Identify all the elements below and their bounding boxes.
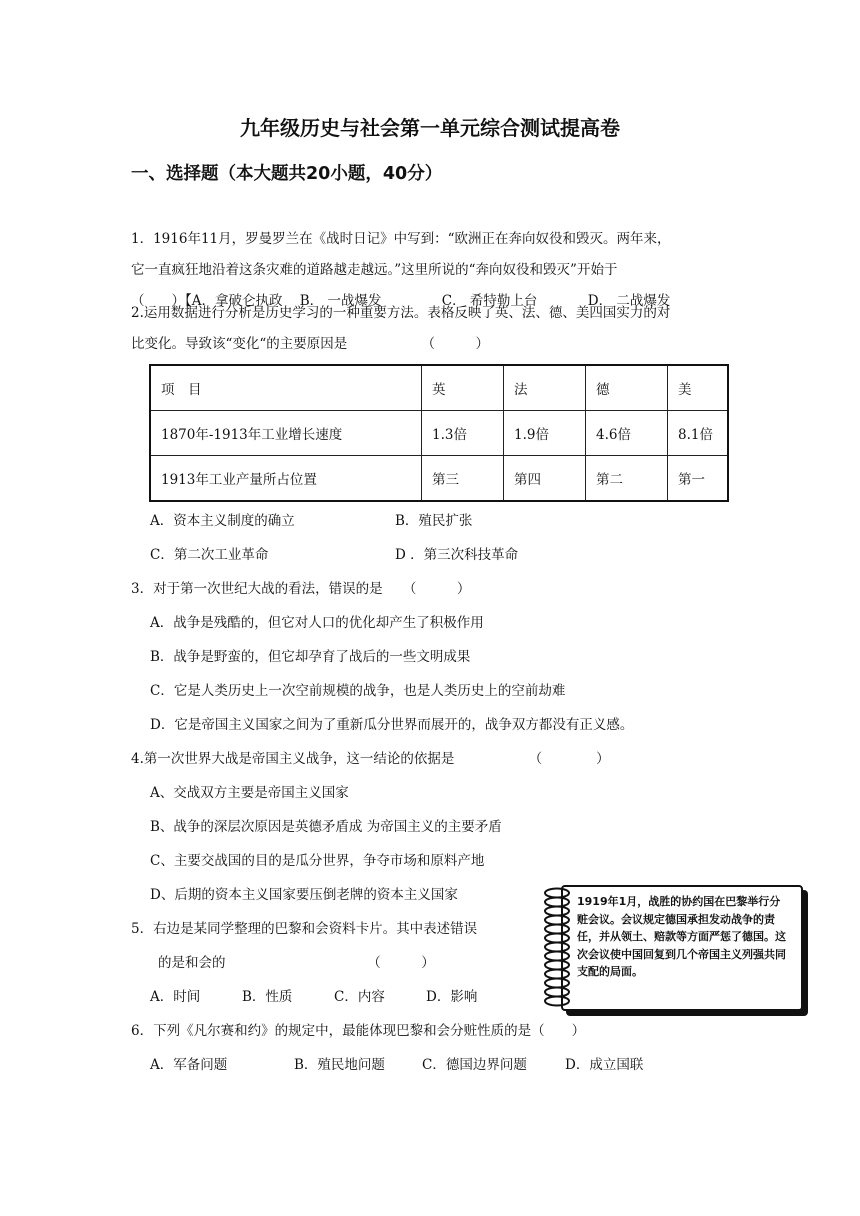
q5-option-b: B．性质 xyxy=(242,989,293,1005)
section-heading: 一、选择题（本大题共20小题，40分） xyxy=(131,164,443,184)
q2-option-d: D ．第三次科技革命 xyxy=(395,547,519,563)
q1-paren: （ ）【 xyxy=(131,293,192,309)
q6-option-a: A．军备问题 xyxy=(150,1057,228,1073)
table-header-cell: 德 xyxy=(586,365,668,411)
q5-option-c: C．内容 xyxy=(334,989,385,1005)
table-header-cell: 法 xyxy=(504,365,586,411)
paris-conference-card xyxy=(537,883,807,1015)
q4-option-d: D、后期的资本主义国家要压倒老牌的资本主义国家 xyxy=(150,887,458,903)
q2-option-c: C．第二次工业革命 xyxy=(150,547,269,563)
q5-option-d: D．影响 xyxy=(426,989,478,1005)
q6-stem: 6．下列《凡尔赛和约》的规定中，最能体现巴黎和会分赃性质的是（ ） xyxy=(131,1023,586,1039)
table-cell: 1913年工业产量所占位置 xyxy=(150,456,422,502)
q5-line2: 的是和会的 （ ） xyxy=(158,955,435,971)
q2-option-b: B．殖民扩张 xyxy=(395,513,473,529)
q1-option-c: C． 希特勒上台 xyxy=(441,293,538,309)
table-header-cell: 英 xyxy=(422,365,504,411)
q3-stem: 3．对于第一次世纪大战的看法，错误的是 （ ） xyxy=(131,581,471,597)
table-cell: 第四 xyxy=(504,456,586,502)
q6-option-d: D．成立国联 xyxy=(565,1057,644,1073)
q6-option-b: B．殖民地问题 xyxy=(294,1057,385,1073)
page-title: 九年级历史与社会第一单元综合测试提高卷 xyxy=(240,116,620,140)
q1-line2: 它一直疯狂地沿着这条灾难的道路越走越远。”这里所说的“奔向奴役和毁灭”开始于 xyxy=(131,262,618,278)
q1-line1: 1．1916年11月，罗曼罗兰在《战时日记》中写到：“欧洲正在奔向奴役和毁灭。两年来， xyxy=(131,231,671,247)
table-cell: 第三 xyxy=(422,456,504,502)
q1-option-b: B． 一战爆发 xyxy=(299,293,382,309)
table-header-cell: 美 xyxy=(668,365,729,411)
q5-line1: 5．右边是某同学整理的巴黎和会资料卡片。其中表述错误 xyxy=(131,921,478,937)
comparison-table xyxy=(149,364,729,502)
q5-options xyxy=(150,987,477,1007)
table-cell: 4.6倍 xyxy=(586,411,668,456)
table-cell: 第一 xyxy=(668,456,729,502)
table-row xyxy=(150,456,728,502)
q1-option-a: A．拿破仑执政 xyxy=(191,293,283,309)
q2-option-a: A．资本主义制度的确立 xyxy=(150,513,295,529)
q2-line1: 2.运用数据进行分析是历史学习的一种重要方法。表格反映了英、法、德、美四国实力的对 xyxy=(131,305,671,321)
q4-option-b: B、战争的深层次原因是英德矛盾成 为帝国主义的主要矛盾 xyxy=(150,819,502,835)
q3-option-d: D．它是帝国主义国家之间为了重新瓜分世界而展开的，战争双方都没有正义感。 xyxy=(150,717,634,733)
table-header-cell: 项 目 xyxy=(150,365,422,411)
table-cell: 1.3倍 xyxy=(422,411,504,456)
table-row xyxy=(150,411,728,456)
table-cell: 第二 xyxy=(586,456,668,502)
q3-option-c: C．它是人类历史上一次空前规模的战争，也是人类历史上的空前劫难 xyxy=(150,683,566,699)
q3-option-a: A．战争是残酷的，但它对人口的优化却产生了积极作用 xyxy=(150,615,484,631)
q6-options xyxy=(150,1055,643,1075)
q3-option-b: B．战争是野蛮的，但它却孕育了战后的一些文明成果 xyxy=(150,649,471,665)
card-text: 1919年1月，战胜的协约国在巴黎举行分赃会议。会议规定德国承担发动战争的责任，并从领土、赔款等方面严惩了德国。这次会议使中国回复到几个帝国主义列强共同支配的局面。 xyxy=(577,895,786,978)
q4-stem: 4.第一次世界大战是帝国主义战争，这一结论的依据是 （ ） xyxy=(131,751,610,767)
q4-option-c: C、主要交战国的目的是瓜分世界，争夺市场和原料产地 xyxy=(150,853,485,869)
spiral-binding-icon xyxy=(537,883,577,1015)
q4-option-a: A、交战双方主要是帝国主义国家 xyxy=(150,785,349,801)
q6-option-c: C．德国边界问题 xyxy=(422,1057,527,1073)
card-body xyxy=(561,885,803,1011)
q2-line2: 比变化。导致该“变化“的主要原因是 （ ） xyxy=(131,336,490,352)
q5-option-a: A．时间 xyxy=(150,989,201,1005)
table-cell: 8.1倍 xyxy=(668,411,729,456)
table-cell: 1870年-1913年工业增长速度 xyxy=(150,411,422,456)
table-cell: 1.9倍 xyxy=(504,411,586,456)
table-header-row xyxy=(150,365,728,411)
q1-option-d: D． 二战爆发 xyxy=(587,293,671,309)
